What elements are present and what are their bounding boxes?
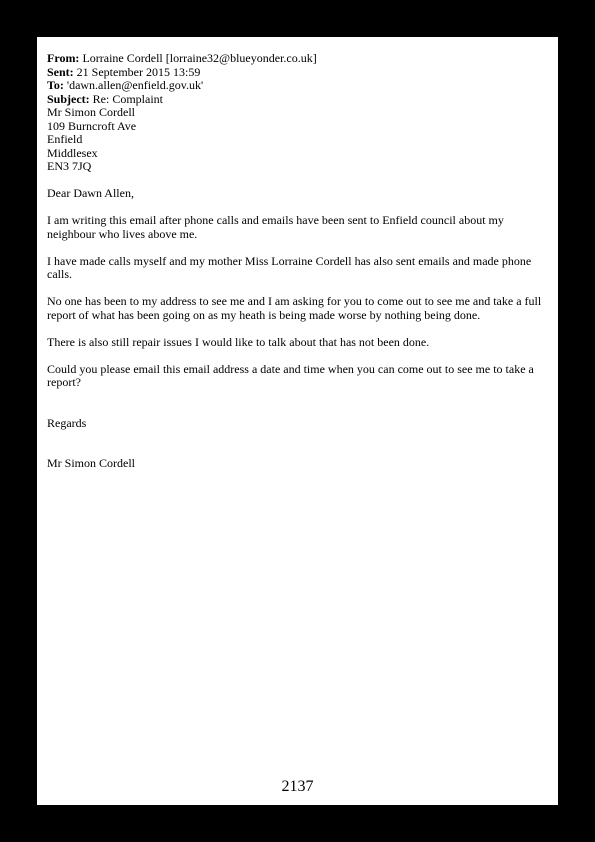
address-line: Mr Simon Cordell (47, 105, 136, 119)
to-label: To: (47, 78, 64, 92)
paragraph: There is also still repair issues I would like to talk about that has not been done. (47, 334, 430, 349)
from-value: Lorraine Cordell [lorraine32@blueyonder.co.uk] (82, 51, 317, 65)
to-value: 'dawn.allen@enfield.gov.uk' (66, 78, 204, 92)
address-line: 109 Burncroft Ave (47, 118, 137, 133)
address-line: Middlesex (47, 145, 98, 160)
sent-label: Sent: (47, 64, 74, 79)
signature: Mr Simon Cordell (47, 456, 136, 470)
paragraph: Could you please email this email address a date and time when you can come out to see me to take a report? (47, 361, 534, 389)
salutation: Dear Dawn Allen, (47, 186, 134, 200)
paragraph: I have made calls myself and my mother Miss Lorraine Cordell has also sent emails and made phone calls. (47, 253, 532, 281)
address-line: Enfield (47, 132, 83, 146)
page-number: 2137 (281, 778, 314, 795)
document-page (37, 37, 558, 805)
subject-label: Subject: (47, 91, 90, 106)
paragraph: No one has been to my address to see me and I am asking for you to come out to see me and take a full report of what has been going on as my heath is being made worse by nothing being done. (47, 294, 542, 322)
subject-line (47, 93, 547, 107)
sent-value: 21 September 2015 13:59 (76, 64, 201, 79)
email-body (47, 52, 547, 471)
sent-line (47, 66, 547, 80)
closing: Regards (47, 415, 87, 430)
address-line: EN3 7JQ (47, 159, 92, 173)
from-line (47, 52, 547, 66)
paragraph: I am writing this email after phone calls and emails have been sent to Enfield council about my neighbour who lives above me. (47, 213, 504, 241)
from-label: From: (47, 51, 80, 65)
to-line (47, 79, 547, 93)
subject-value: Re: Complaint (92, 91, 164, 106)
